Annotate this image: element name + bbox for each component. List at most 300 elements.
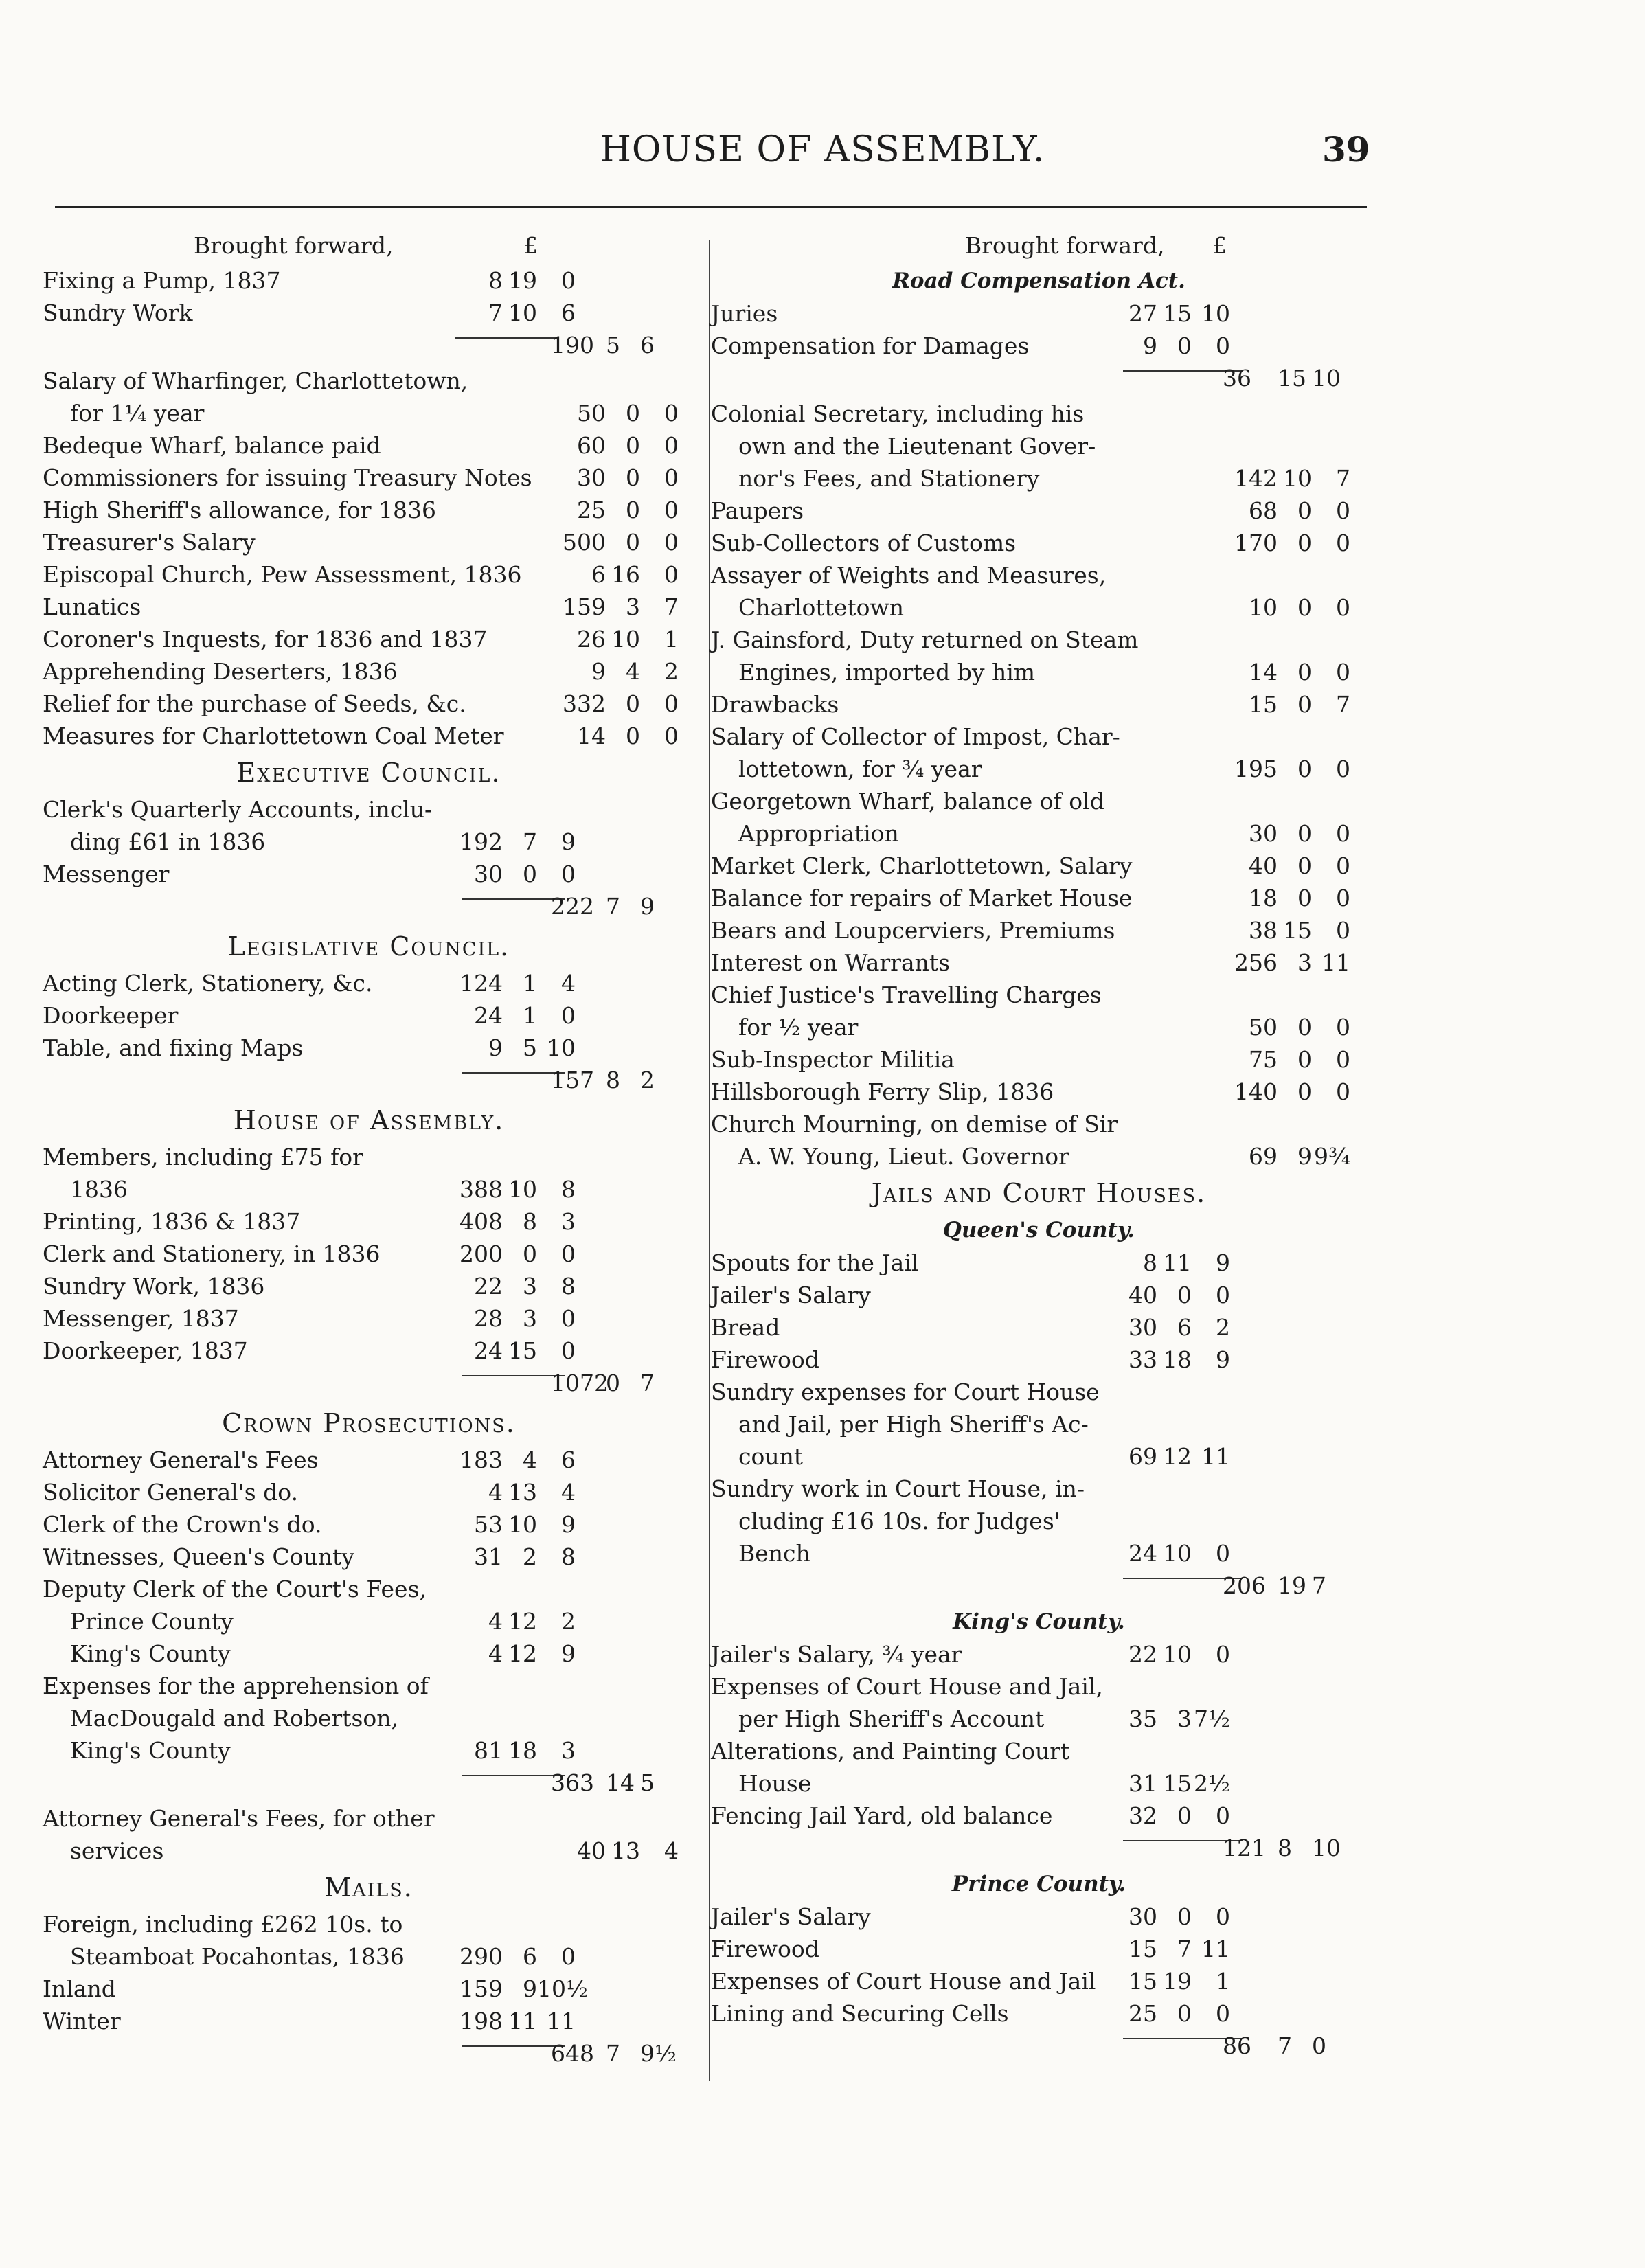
shillings: 1 (523, 970, 537, 997)
ledger-row (43, 1908, 695, 1940)
ledger-amount (448, 967, 576, 999)
ledger-row (711, 1311, 1367, 1343)
total-amount: 363 14 5 (551, 1769, 655, 1796)
shillings: 16 (611, 561, 640, 588)
right-misc-items (711, 398, 1367, 1172)
page-number: 39 (1322, 129, 1370, 170)
pence: 2 (1216, 1314, 1230, 1341)
prince-county-heading: Prince County. (951, 1872, 1126, 1896)
pence: 3 (561, 1208, 576, 1235)
ledger-description: Winter (43, 2008, 121, 2034)
column-divider (709, 240, 710, 2081)
ledger-row (43, 1270, 695, 1302)
attorney-other-items (43, 1802, 695, 1867)
ledger-amount (551, 1835, 679, 1867)
pence: 0 (1216, 2000, 1230, 2027)
ledger-amount (1102, 1537, 1230, 1569)
ledger-row (43, 1835, 695, 1867)
shillings: 0 (1177, 1903, 1192, 1930)
ledger-description: Firewood (711, 1936, 819, 1962)
pounds: 50 (577, 400, 606, 427)
executive-council-items (43, 793, 695, 890)
pence: 0 (1216, 1903, 1230, 1930)
pence: 0 (1336, 530, 1350, 556)
pounds: 30 (1249, 820, 1278, 847)
ledger-amount (551, 494, 679, 526)
ledger-row (711, 330, 1367, 362)
ledger-description: Drawbacks (711, 691, 839, 718)
ledger-amount (448, 1973, 588, 2005)
pence: 9 (1216, 1346, 1230, 1373)
ledger-description: Compensation for Damages (711, 332, 1030, 359)
ledger-description: Sundry Work (43, 299, 193, 326)
pounds: 192 (460, 828, 503, 855)
pounds: 75 (1249, 1046, 1278, 1073)
kings-county-heading: King's County. (953, 1609, 1125, 1634)
pounds: 6 (591, 561, 606, 588)
ledger-description: Sub-Collectors of Customs (711, 530, 1017, 556)
ledger-description: Jailer's Salary, ¾ year (711, 1641, 962, 1668)
ledger-amount (1102, 1247, 1230, 1279)
pounds: 7 (488, 299, 503, 326)
ledger-amount (448, 1508, 576, 1541)
ledger-description: Bedeque Wharf, balance paid (43, 432, 381, 459)
ledger-description: Bread (711, 1314, 780, 1341)
ledger-row (43, 1973, 695, 2005)
pounds: 40 (1249, 852, 1278, 879)
pence: 0 (664, 723, 679, 749)
ledger-description: Alterations, and Painting Court (711, 1738, 1070, 1765)
pence: 9 (561, 1511, 576, 1538)
brought-forward-label: Brought forward, (965, 232, 1165, 259)
pence: 0 (1216, 332, 1230, 359)
pence: 10 (1201, 300, 1230, 327)
ledger-row (43, 365, 695, 397)
ledger-row (711, 398, 1367, 430)
shillings: 0 (1297, 1014, 1312, 1041)
ledger-description: cluding £16 10s. for Judges' (738, 1508, 1060, 1534)
pence: 0 (664, 529, 679, 556)
pence: 0 (1216, 1540, 1230, 1567)
ledger-row (711, 817, 1367, 850)
road-compensation-total (711, 362, 1367, 398)
pounds: 26 (577, 626, 606, 653)
ledger-amount (1102, 1279, 1230, 1311)
pounds: 4 (488, 1640, 503, 1667)
ledger-description: Bench (738, 1540, 810, 1567)
ledger-row (711, 1965, 1367, 1997)
executive-council-total (43, 890, 695, 926)
shillings: 15 (1163, 1770, 1192, 1797)
ledger-row (43, 1205, 695, 1238)
ledger-amount (448, 826, 576, 858)
ledger-row (43, 558, 695, 591)
ledger-row (711, 527, 1367, 559)
shillings: 0 (626, 690, 640, 717)
pounds: 24 (1128, 1540, 1157, 1567)
ledger-amount (448, 1335, 576, 1367)
ledger-row (711, 1997, 1367, 2030)
ledger-description: Deputy Clerk of the Court's Fees, (43, 1576, 427, 1602)
ledger-description: Sundry expenses for Court House (711, 1379, 1100, 1405)
ledger-row (43, 688, 695, 720)
shillings: 0 (1177, 332, 1192, 359)
ledger-row (711, 1800, 1367, 1832)
ledger-row (43, 967, 695, 999)
pounds: 69 (1128, 1443, 1157, 1470)
ledger-row (43, 1940, 695, 1973)
pence: 0 (664, 400, 679, 427)
ledger-description: Doorkeeper (43, 1002, 179, 1029)
pounds: 15 (1128, 1936, 1157, 1962)
shillings: 10 (508, 1176, 537, 1203)
ledger-row (43, 494, 695, 526)
ledger-description: Balance for repairs of Market House (711, 885, 1133, 911)
pence: 0 (664, 561, 679, 588)
ledger-amount (1102, 1703, 1230, 1735)
ledger-row (711, 656, 1367, 688)
ledger-description: Jailer's Salary (711, 1903, 871, 1930)
shillings: 0 (1297, 1078, 1312, 1105)
total-amount: 121 8 10 (1223, 1835, 1341, 1861)
ledger-row (711, 1408, 1367, 1440)
shillings: 3 (523, 1273, 537, 1300)
shillings: 10 (508, 299, 537, 326)
ledger-row (43, 1670, 695, 1702)
pounds: 27 (1128, 300, 1157, 327)
pence: 0 (1336, 1078, 1350, 1105)
shillings: 0 (626, 529, 640, 556)
pounds: 40 (577, 1837, 606, 1864)
ledger-amount (551, 558, 679, 591)
ledger-amount (448, 297, 576, 329)
shillings: 9 (1297, 1143, 1312, 1170)
pence: 0 (664, 690, 679, 717)
ledger-amount (448, 1302, 576, 1335)
pounds: 60 (577, 432, 606, 459)
pence: 11 (1201, 1443, 1230, 1470)
pounds: 25 (1128, 2000, 1157, 2027)
ledger-row (711, 882, 1367, 914)
road-compensation-heading: Road Compensation Act. (892, 269, 1185, 293)
pence: 9¾ (1314, 1143, 1350, 1170)
ledger-row (43, 297, 695, 329)
ledger-row (43, 1605, 695, 1637)
ledger-description: MacDougald and Robertson, (70, 1705, 398, 1732)
ledger-amount (448, 999, 576, 1032)
pounds: 183 (460, 1447, 503, 1473)
ledger-amount (448, 1940, 576, 1973)
pounds: 30 (1128, 1314, 1157, 1341)
ledger-row (43, 1335, 695, 1367)
pounds: 14 (577, 723, 606, 749)
shillings: 0 (523, 861, 537, 887)
total-rule (462, 898, 565, 900)
house-of-assembly-total (43, 1367, 695, 1403)
pounds: 50 (1249, 1014, 1278, 1041)
prince-county-total (711, 2030, 1367, 2065)
ledger-description: Acting Clerk, Stationery, &c. (43, 970, 373, 997)
pounds: 140 (1234, 1078, 1278, 1105)
pound-symbol: £ (523, 232, 538, 259)
ledger-description: J. Gainsford, Duty returned on Steam (711, 626, 1139, 653)
total-rule (462, 1072, 565, 1074)
ledger-description: Witnesses, Queen's County (43, 1543, 354, 1570)
ledger-description: and Jail, per High Sheriff's Ac- (738, 1411, 1089, 1438)
ledger-row (711, 914, 1367, 946)
pounds: 8 (488, 267, 503, 294)
pence: 0 (664, 464, 679, 491)
pence: 3 (561, 1737, 576, 1764)
ledger-description: Steamboat Pocahontas, 1836 (70, 1943, 405, 1970)
shillings: 11 (508, 2008, 537, 2034)
pounds: 14 (1249, 659, 1278, 685)
pounds: 9 (591, 658, 606, 685)
ledger-description: Clerk of the Crown's do. (43, 1511, 322, 1538)
shillings: 0 (1297, 691, 1312, 718)
shillings: 0 (626, 400, 640, 427)
ledger-row (711, 1011, 1367, 1043)
pence: 8 (561, 1176, 576, 1203)
ledger-description: nor's Fees, and Stationery (738, 465, 1040, 492)
crown-prosecutions-total (43, 1767, 695, 1802)
shillings: 4 (523, 1447, 537, 1473)
ledger-description: Salary of Wharfinger, Charlottetown, (43, 367, 468, 394)
ledger-description: Chief Justice's Travelling Charges (711, 982, 1102, 1008)
shillings: 10 (1163, 1641, 1192, 1668)
prince-county-items (711, 1901, 1367, 2030)
pounds: 22 (1128, 1641, 1157, 1668)
queens-county-total (711, 1569, 1367, 1605)
ledger-row (43, 826, 695, 858)
shillings: 2 (523, 1543, 537, 1570)
shillings: 15 (508, 1337, 537, 1364)
ledger-description: King's County (70, 1737, 231, 1764)
pounds: 18 (1249, 885, 1278, 911)
ledger-amount (1102, 1997, 1230, 2030)
legislative-council-items (43, 967, 695, 1064)
pence: 9 (1216, 1249, 1230, 1276)
ledger-amount (1223, 495, 1350, 527)
pounds: 25 (577, 497, 606, 523)
jails-heading: Jails and Court Houses. (871, 1178, 1207, 1208)
pence: 0 (561, 1305, 576, 1332)
shillings: 11 (1163, 1249, 1192, 1276)
ledger-amount (1223, 1076, 1350, 1108)
pence: 0 (561, 1002, 576, 1029)
ledger-row (43, 999, 695, 1032)
shillings: 7 (523, 828, 537, 855)
ledger-amount (551, 526, 679, 558)
pounds: 30 (474, 861, 503, 887)
pounds: 159 (460, 1975, 503, 2002)
ledger-amount (1223, 753, 1350, 785)
pounds: 38 (1249, 917, 1278, 944)
pounds: 22 (474, 1273, 503, 1300)
ledger-description: count (738, 1443, 804, 1470)
ledger-description: Market Clerk, Charlottetown, Salary (711, 852, 1133, 879)
ledger-row (43, 1476, 695, 1508)
ledger-description: Messenger, 1837 (43, 1305, 239, 1332)
ledger-amount (448, 1637, 576, 1670)
pence: 2½ (1194, 1770, 1230, 1797)
house-of-assembly-heading: House of Assembly. (233, 1105, 505, 1135)
ledger-amount (551, 462, 679, 494)
ledger-description: A. W. Young, Lieut. Governor (738, 1143, 1069, 1170)
pounds: 4 (488, 1608, 503, 1635)
crown-prosecutions-heading: Crown Prosecutions. (222, 1408, 516, 1438)
ledger-description: Spouts for the Jail (711, 1249, 919, 1276)
ledger-description: Sub-Inspector Militia (711, 1046, 955, 1073)
pounds: 24 (474, 1337, 503, 1364)
pence: 0 (1216, 1282, 1230, 1308)
ledger-row (711, 1767, 1367, 1800)
mails-items (43, 1908, 695, 2037)
ledger-description: Inland (43, 1975, 116, 2002)
ledger-amount (1223, 817, 1350, 850)
ledger-description: Foreign, including £262 10s. to (43, 1911, 403, 1938)
queens-county-items (711, 1247, 1367, 1569)
ledger-description: Attorney General's Fees (43, 1447, 319, 1473)
ledger-row (711, 430, 1367, 462)
ledger-row (711, 721, 1367, 753)
executive-council-heading: Executive Council. (236, 758, 501, 788)
pence: 0 (1336, 1046, 1350, 1073)
shillings: 0 (1297, 885, 1312, 911)
ledger-description: Expenses of Court House and Jail (711, 1968, 1096, 1995)
pence: 11 (1201, 1936, 1230, 1962)
pounds: 408 (460, 1208, 503, 1235)
shillings: 10 (508, 1511, 537, 1538)
ledger-row (711, 1279, 1367, 1311)
ledger-description: Measures for Charlottetown Coal Meter (43, 723, 504, 749)
ledger-description: Relief for the purchase of Seeds, &c. (43, 690, 466, 717)
pounds: 33 (1128, 1346, 1157, 1373)
ledger-amount (1102, 1800, 1230, 1832)
ledger-row (711, 1505, 1367, 1537)
pence: 0 (561, 1337, 576, 1364)
ledger-amount (448, 858, 576, 890)
ledger-amount (1223, 656, 1350, 688)
shillings: 0 (1297, 530, 1312, 556)
ledger-row (711, 495, 1367, 527)
shillings: 12 (508, 1608, 537, 1635)
ledger-description: Sundry work in Court House, in- (711, 1475, 1085, 1502)
ledger-description: Expenses of Court House and Jail, (711, 1673, 1103, 1700)
left-top-total (43, 329, 695, 365)
crown-prosecutions-items (43, 1444, 695, 1767)
ledger-description: Messenger (43, 861, 170, 887)
ledger-description: lottetown, for ¾ year (738, 756, 982, 782)
pence: 2 (664, 658, 679, 685)
pence: 4 (561, 1479, 576, 1506)
shillings: 0 (1177, 1282, 1192, 1308)
ledger-amount (448, 1605, 576, 1637)
brought-forward-label: Brought forward, (194, 232, 394, 259)
page-title: HOUSE OF ASSEMBLY. (600, 129, 1045, 170)
ledger-row (43, 397, 695, 429)
ledger-row (711, 1638, 1367, 1670)
pounds: 388 (460, 1176, 503, 1203)
ledger-amount (1223, 1043, 1350, 1076)
ledger-description: Appropriation (738, 820, 899, 847)
kings-county-total (711, 1832, 1367, 1868)
ledger-amount (1223, 591, 1350, 624)
left-top-items (43, 264, 695, 329)
pounds: 28 (474, 1305, 503, 1332)
pence: 0 (1216, 1641, 1230, 1668)
total-amount: 190 5 6 (551, 332, 655, 359)
ledger-amount (1102, 330, 1230, 362)
ledger-description: Colonial Secretary, including his (711, 400, 1085, 427)
pence: 0 (1336, 917, 1350, 944)
pounds: 30 (1128, 1903, 1157, 1930)
ledger-amount (1223, 527, 1350, 559)
total-rule (462, 1375, 565, 1376)
top-rule (55, 206, 1367, 208)
pence: 0 (561, 861, 576, 887)
pounds: 32 (1128, 1802, 1157, 1829)
total-amount: 222 7 9 (551, 893, 655, 920)
ledger-row (711, 979, 1367, 1011)
shillings: 0 (626, 432, 640, 459)
shillings: 0 (626, 497, 640, 523)
legislative-council-total (43, 1064, 695, 1100)
ledger-row (711, 785, 1367, 817)
pence: 0 (1336, 497, 1350, 524)
ledger-amount (1102, 1638, 1230, 1670)
ledger-amount (448, 1238, 576, 1270)
total-amount: 36 15 10 (1223, 365, 1341, 392)
pounds: 53 (474, 1511, 503, 1538)
total-amount: 1072 0 7 (551, 1370, 655, 1396)
ledger-description: Firewood (711, 1346, 819, 1373)
ledger-row (43, 1238, 695, 1270)
pence: 0 (561, 1240, 576, 1267)
shillings: 18 (508, 1737, 537, 1764)
shillings: 4 (626, 658, 640, 685)
ledger-row (43, 1734, 695, 1767)
pence: 10½ (537, 1975, 588, 2002)
ledger-description: Printing, 1836 & 1837 (43, 1208, 301, 1235)
ledger-row (711, 1670, 1367, 1703)
shillings: 13 (508, 1479, 537, 1506)
ledger-description: for 1¼ year (70, 400, 205, 427)
shillings: 0 (1297, 852, 1312, 879)
ledger-amount (448, 1444, 576, 1476)
pounds: 8 (1143, 1249, 1157, 1276)
pounds: 69 (1249, 1143, 1278, 1170)
house-of-assembly-items (43, 1141, 695, 1367)
ledger-row (43, 1302, 695, 1335)
pence: 0 (1336, 885, 1350, 911)
ledger-description: Lining and Securing Cells (711, 2000, 1009, 2027)
ledger-description: High Sheriff's allowance, for 1836 (43, 497, 437, 523)
ledger-description: House (738, 1770, 812, 1797)
ledger-amount (1223, 914, 1350, 946)
ledger-amount (1102, 1767, 1230, 1800)
pounds: 170 (1234, 530, 1278, 556)
ledger-row (43, 1444, 695, 1476)
ledger-row (43, 858, 695, 890)
ledger-description: Clerk's Quarterly Accounts, inclu- (43, 796, 433, 823)
ledger-description: Fixing a Pump, 1837 (43, 267, 281, 294)
ledger-row (711, 1376, 1367, 1408)
road-compensation-items (711, 297, 1367, 362)
ledger-row (711, 1473, 1367, 1505)
ledger-row (711, 850, 1367, 882)
shillings: 0 (1177, 1802, 1192, 1829)
